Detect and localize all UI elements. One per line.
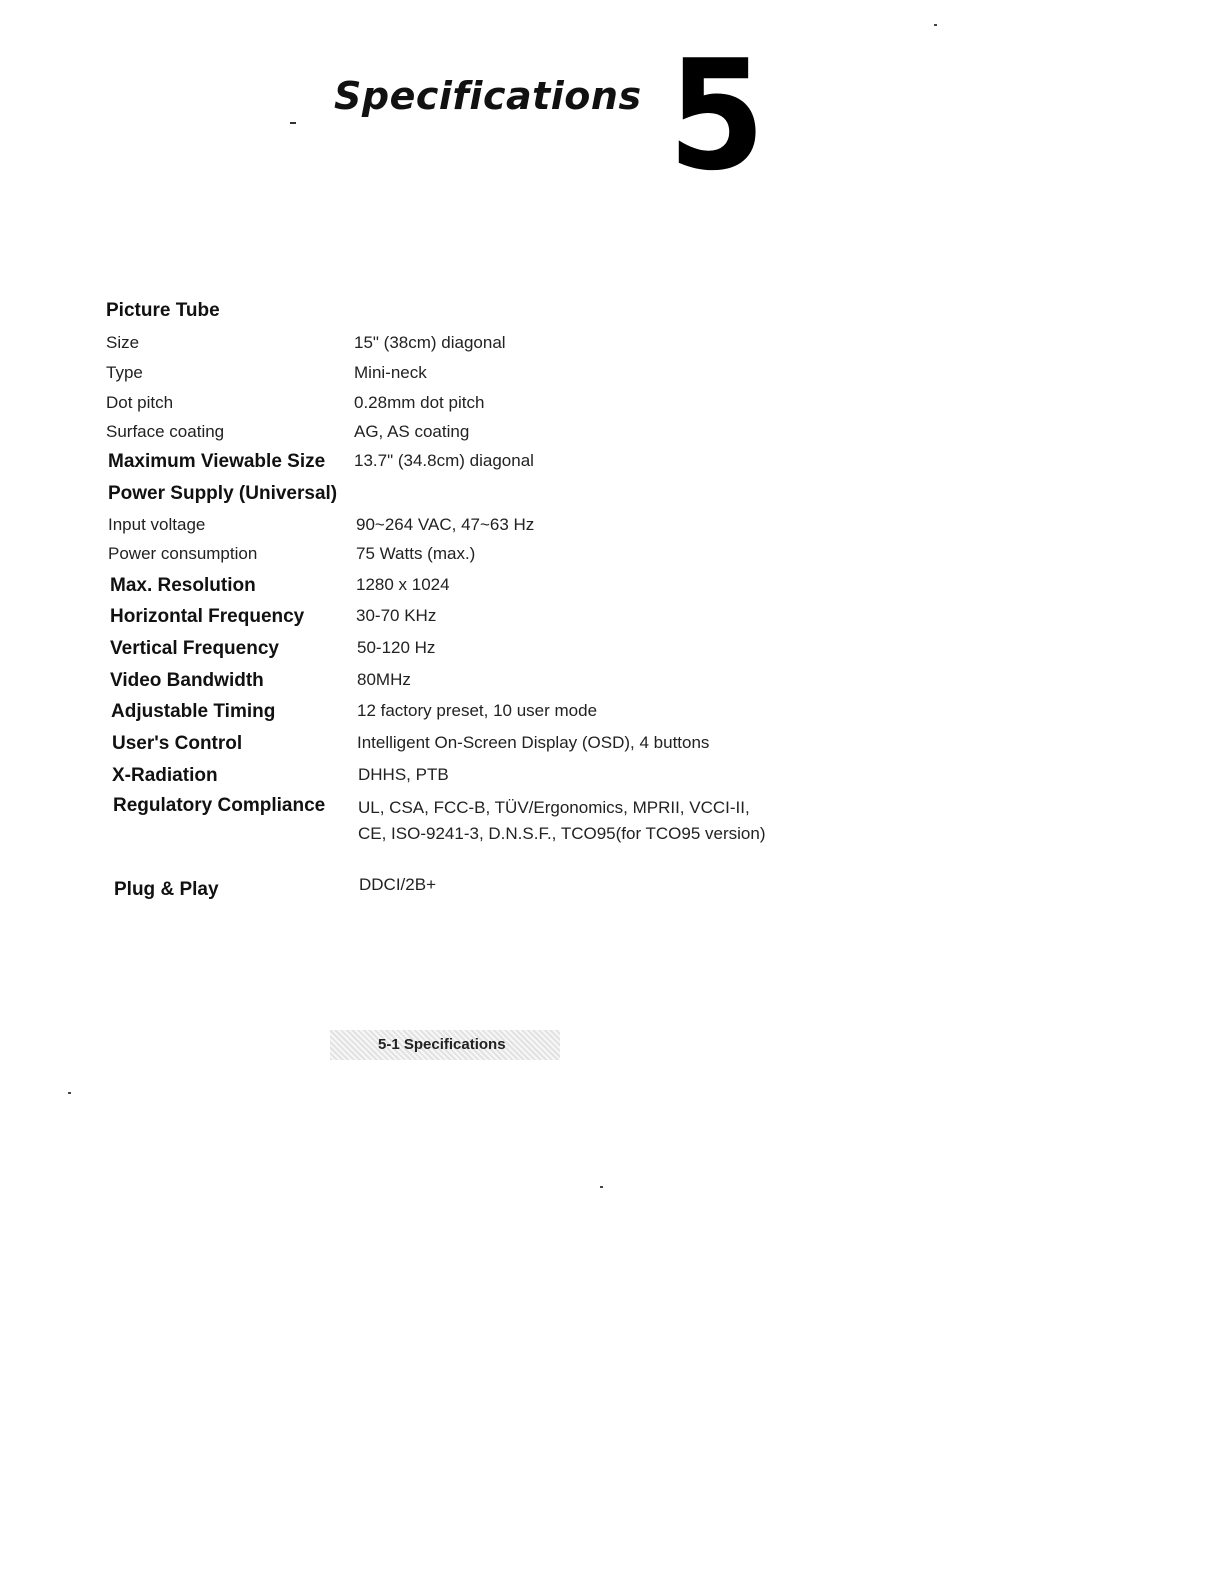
chapter-number: 5	[668, 27, 766, 204]
spec-value: Intelligent On-Screen Display (OSD), 4 buttons	[357, 733, 710, 752]
spec-value: 15" (38cm) diagonal	[354, 333, 506, 352]
spec-label: User's Control	[112, 733, 243, 754]
spec-label: Horizontal Frequency	[110, 606, 305, 627]
spec-value: 30-70 KHz	[356, 606, 437, 625]
spec-label: Size	[106, 333, 140, 352]
spec-label: Regulatory Compliance	[113, 795, 326, 816]
spec-value: 1280 x 1024	[356, 575, 450, 594]
spec-label: Dot pitch	[106, 393, 174, 412]
spec-label: Vertical Frequency	[110, 638, 279, 659]
spec-value: 12 factory preset, 10 user mode	[357, 701, 598, 720]
spec-label: Plug & Play	[114, 879, 219, 900]
spec-value: DHHS, PTB	[358, 765, 449, 784]
spec-value: 75 Watts (max.)	[356, 544, 476, 563]
spec-label: Maximum Viewable Size	[108, 451, 326, 472]
spec-value: DDCI/2B+	[359, 875, 436, 894]
spec-label: Video Bandwidth	[110, 670, 264, 691]
spec-value: UL, CSA, FCC-B, TÜV/Ergonomics, MPRII, VCCI-II, CE, ISO-9241-3, D.N.S.F., TCO95(for TCO95 version)	[358, 798, 766, 843]
spec-value: AG, AS coating	[354, 422, 470, 441]
scan-speck	[934, 24, 937, 26]
spec-label: Input voltage	[108, 515, 206, 534]
spec-label: Power consumption	[108, 544, 258, 563]
page-title: Specifications	[334, 74, 642, 118]
spec-label: Adjustable Timing	[111, 701, 276, 722]
spec-label: X-Radiation	[112, 765, 218, 786]
scan-mark	[290, 122, 296, 124]
spec-value: 50-120 Hz	[357, 638, 436, 657]
spec-label: Surface coating	[106, 422, 225, 441]
spec-label: Picture Tube	[106, 300, 220, 321]
spec-value: Mini-neck	[354, 363, 427, 382]
scan-speck	[600, 1186, 603, 1188]
spec-value: 13.7" (34.8cm) diagonal	[354, 451, 534, 470]
spec-label: Max. Resolution	[110, 575, 256, 596]
spec-value: 90~264 VAC, 47~63 Hz	[356, 515, 535, 534]
spec-label: Type	[106, 363, 143, 382]
scan-speck	[68, 1092, 71, 1094]
spec-value: 80MHz	[357, 670, 411, 689]
spec-label: Power Supply (Universal)	[108, 483, 338, 504]
spec-value: 0.28mm dot pitch	[354, 393, 485, 412]
page-footer-label: 5-1 Specifications	[378, 1036, 506, 1053]
